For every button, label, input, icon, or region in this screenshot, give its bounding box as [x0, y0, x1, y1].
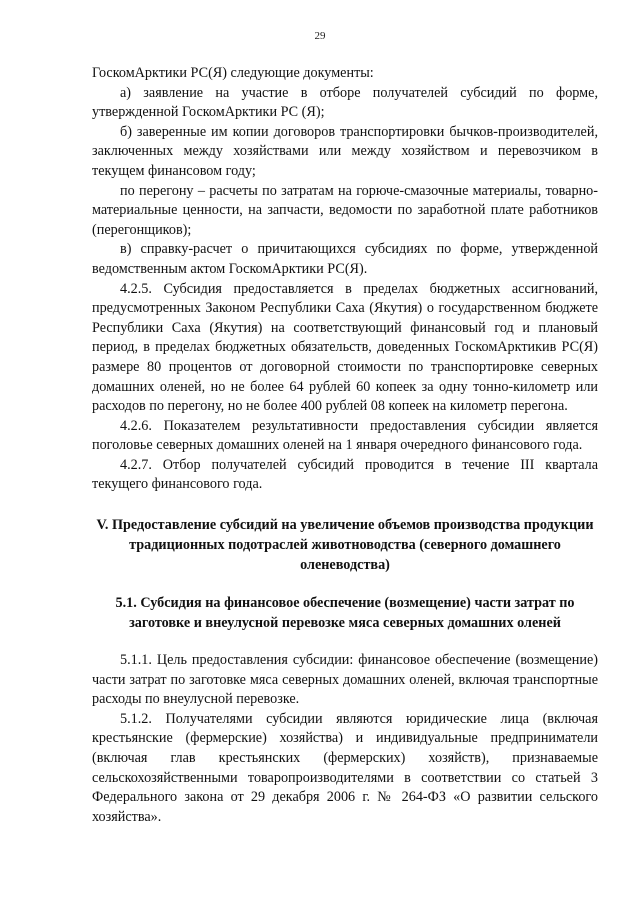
document-body	[92, 64, 598, 827]
paragraph: 5.1.2. Получателями субсидии являются юридические лица (включая крестьянские (фермерские) хозяйства) и индивидуальные предприниматели (включая глав крестьянских (фермерских) хозяйств), признаваемые сельскохозяйственными товаропроизводителями в соответствии со статьей 3 Федерального закона от 29 декабря 2006 г. № 264-ФЗ «О развитии сельского хозяйства».	[92, 710, 598, 825]
paragraph: в) справку-расчет о причитающихся субсидиях по форме, утвержденной ведомственным актом ГоскомАрктики РС(Я).	[92, 241, 598, 277]
section-heading: V. Предоставление субсидий на увеличение объемов производства продукции традиционных подотраслей животноводства (северного домашнего оленеводства)	[96, 517, 594, 574]
page-number: 29	[314, 30, 326, 42]
paragraph: 5.1.1. Цель предоставления субсидии: финансовое обеспечение (возмещение) части затрат по заготовке мяса северных домашних оленей, включая транспортные расходы по внеулусной перевозке.	[92, 652, 598, 708]
spacer	[92, 633, 598, 651]
paragraph: 4.2.6. Показателем результативности предоставления субсидии является поголовье северных домашних оленей на 1 января очередного финансового года.	[92, 417, 598, 454]
paragraph: ГоскомАрктики РС(Я) следующие документы:	[92, 65, 374, 81]
paragraph: б) заверенные им копии договоров транспортировки бычков-производителей, заключенных между хозяйствами или между хозяйством и перевозчиком в текущем финансовом году;	[92, 123, 598, 179]
paragraph: 4.2.5. Субсидия предоставляется в пределах бюджетных ассигнований, предусмотренных Законом Республики Саха (Якутия) о государственном бюджете Республики Саха (Якутия) на соответствующий финансовый год и плановый период, в пределах бюджетных обязательств, доведенных ГоскомАрктикив РС(Я) размере 80 процентов от договорной стоимости по транспортировке северных домашних оленей, но не более 64 рублей 60 копеек за одну тонно-километр или расходов по перегону, но не более 400 рублей 08 копеек на километр перегона.	[92, 280, 598, 415]
paragraph: 4.2.7. Отбор получателей субсидий проводится в течение III квартала текущего финансового года.	[92, 456, 598, 493]
subsection-heading: 5.1. Субсидия на финансовое обеспечение (возмещение) части затрат по заготовке и внеулусной перевозке мяса северных домашних оленей	[115, 595, 575, 632]
paragraph: по перегону – расчеты по затратам на горюче-смазочные материалы, товарно-материальные ценности, на запчасти, ведомости по заработной плате работников (перегонщиков);	[92, 182, 598, 238]
paragraph: а) заявление на участие в отборе получателей субсидий по форме, утвержденной ГоскомАрктики РС (Я);	[92, 84, 598, 121]
